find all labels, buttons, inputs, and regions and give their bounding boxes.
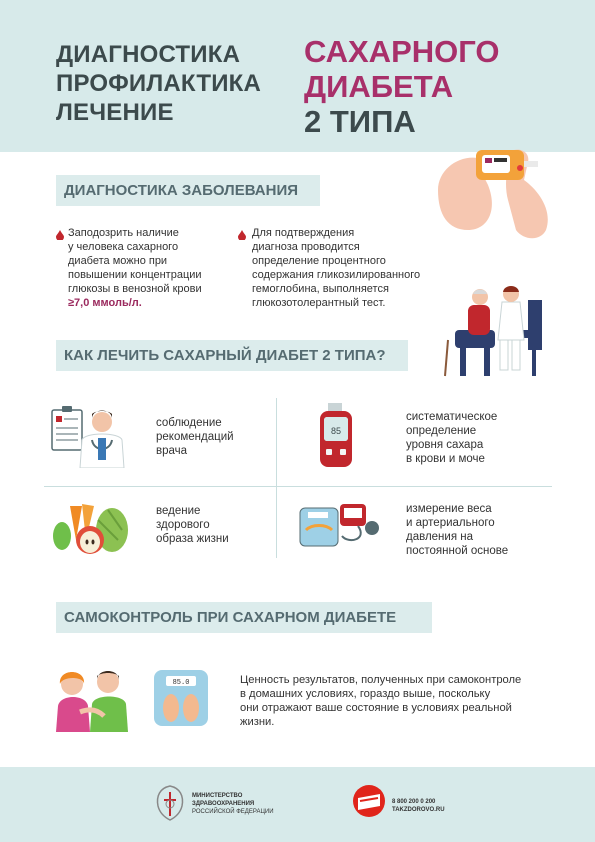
treatment-section-title: КАК ЛЕЧИТЬ САХАРНЫЙ ДИАБЕТ 2 ТИПА? [56,340,408,371]
hand-glucometer-icon [428,130,568,245]
selfcontrol-paragraph: Ценность результатов, полученных при самоконтроле в домашних условиях, гораздо выше, поскольку они отражают ваше состояние в условиях реальной жизни. [240,674,522,728]
footer-background [0,767,595,842]
takzdorovo-logo-icon [352,784,386,818]
treatment-item-weight-pressure-text: измерение веса и артериального давления на постоянной основе [406,503,509,557]
ministry-name: МИНИСТЕРСТВО ЗДРАВООХРАНЕНИЯ РОССИЙСКОЙ ФЕДЕРАЦИИ [192,793,274,815]
diagnostics-section-title: ДИАГНОСТИКА ЗАБОЛЕВАНИЯ [56,175,320,206]
header-left-title [56,40,261,127]
hotline-info [392,798,445,814]
bathroom-scale-icon [152,668,210,728]
header-title-line1: САХАРНОГО [304,34,500,69]
vegetables-icon [50,500,130,558]
header-title-line2: ДИАБЕТА [304,69,454,104]
grid-divider-horizontal [44,486,552,487]
selfcontrol-section-title: САМОКОНТРОЛЬ ПРИ САХАРНОМ ДИАБЕТЕ [56,602,432,633]
header-right-title [304,34,500,139]
diagnostics-left-paragraph: Заподозрить наличие у человека сахарного диабета можно при повышении концентрации глюкозы в венозной крови ≥7,0 ммоль/л. [68,226,238,310]
glucometer-reading: 85 [330,426,342,436]
blood-drop-icon [56,230,64,240]
glucometer-icon [318,403,354,467]
treatment-item-doctor-text: соблюдение рекомендаций врача [156,417,234,457]
grid-divider-vertical [276,398,277,558]
glucose-threshold: ≥7,0 ммоль/л. [68,297,142,309]
doctor-patient-icon [440,280,555,380]
diagnostics-right-paragraph: Для подтверждения диагноза проводится определение процентного содержания гликозилированного гемоглобина, выполняется глюкозотолерантный тест. [252,227,421,309]
hotline-site: TAKZDOROVO.RU [392,807,445,813]
doctor-icon [50,400,125,468]
header-title-line3: 2 ТИПА [304,104,416,139]
header-line-treatment: ЛЕЧЕНИЕ [56,99,174,126]
couple-icon [50,660,134,732]
treatment-item-glucometer-text: систематическое определение уровня сахара в крови и моче [406,411,498,465]
header-line-diagnostics: ДИАГНОСТИКА [56,41,241,68]
scale-tonometer-icon [298,500,382,548]
scale-reading: 85.0 [172,679,190,687]
header-line-prevention: ПРОФИЛАКТИКА [56,70,262,97]
ministry-emblem-icon [152,782,188,822]
treatment-item-healthy-life-text: ведение здорового образа жизни [156,505,229,545]
blood-drop-icon [238,230,246,240]
hotline-phone: 8 800 200 0 200 [392,799,436,805]
